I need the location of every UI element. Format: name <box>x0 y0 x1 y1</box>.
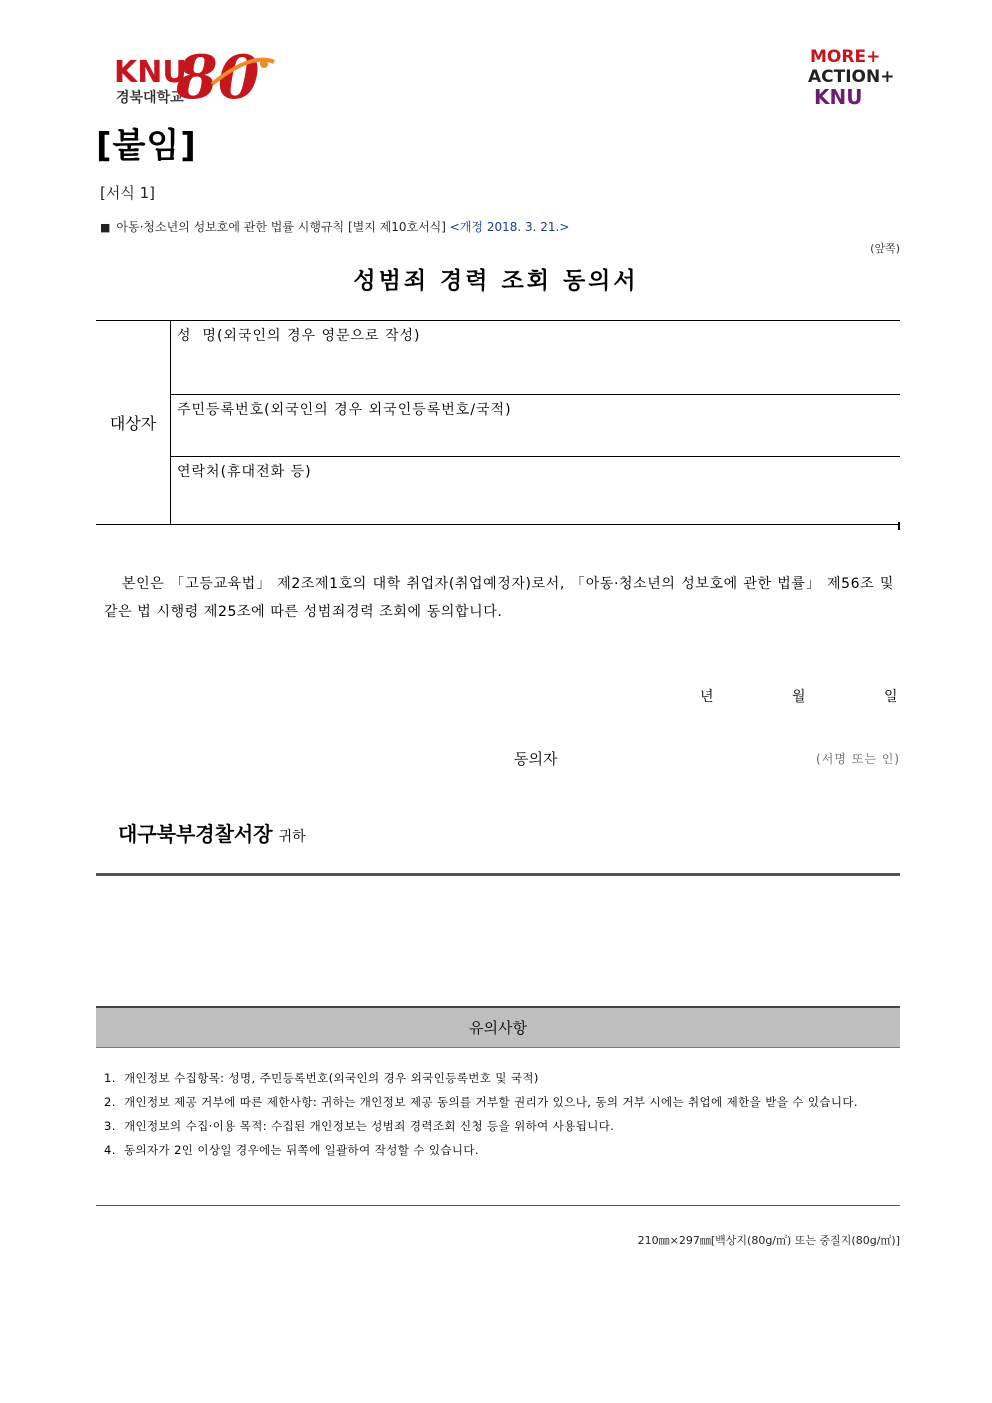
knu-80th-anniversary-logo-icon <box>112 44 280 114</box>
contact-field-label: 연락처(휴대전화 등) <box>177 464 312 480</box>
note-text: 개인정보의 수집·이용 목적: 수집된 개인정보는 성범죄 경력조회 신청 등을 위하여 사용됩니다. <box>124 1119 615 1133</box>
front-page-label: (앞쪽) <box>870 242 900 255</box>
law-reference <box>100 218 569 235</box>
note-text: 개인정보 수집항목: 성명, 주민등록번호(외국인의 경우 외국인등록번호 및 국적) <box>124 1071 539 1085</box>
paper-specification: 210㎜×297㎜[백상지(80g/㎡) 또는 중질지(80g/㎡)] <box>637 1234 900 1247</box>
attachment-title: [붙임] <box>96 126 197 166</box>
knu-text: KNU <box>814 85 863 109</box>
subject-table <box>96 320 900 525</box>
note-item <box>104 1090 898 1114</box>
more-text: MORE+ <box>810 47 881 67</box>
consent-statement: 본인은 「고등교육법」 제2조제1호의 대학 취업자(취업예정자)로서, 「아동·청소년의 성보호에 관한 법률」 제56조 및 같은 법 시행령 제25조에 따른 성범죄경력 조회에 동의합니다. <box>104 576 894 620</box>
more-action-knu-logo <box>806 44 902 110</box>
knu-wordmark: KNU <box>114 55 187 90</box>
table-corner-mark <box>898 522 900 530</box>
date-day-field[interactable]: 일 <box>884 689 898 705</box>
contact-field[interactable] <box>171 457 900 524</box>
anniversary-80: 80 <box>176 44 260 113</box>
name-field-label: 성 명(외국인의 경우 영문으로 작성) <box>177 328 421 344</box>
revision-date: <개정 2018. 3. 21.> <box>449 220 570 234</box>
recipient-honorific: 귀하 <box>278 829 306 845</box>
law-reference-text: 아동·청소년의 성보호에 관한 법률 시행규칙 [별지 제10호서식] <box>116 220 446 234</box>
note-number: 1. <box>104 1071 116 1085</box>
name-field[interactable] <box>171 321 900 395</box>
knu-80th-logo <box>112 44 280 114</box>
more-action-knu-logo-icon <box>806 44 902 110</box>
note-item <box>104 1114 898 1138</box>
knu-korean-name: 경북대학교 <box>116 90 184 106</box>
consenter-label: 동의자 <box>514 750 558 768</box>
note-text: 개인정보 제공 거부에 따른 제한사항: 귀하는 개인정보 제공 동의를 거부할 권리가 있으나, 동의 거부 시에는 취업에 제한을 받을 수 있습니다. <box>124 1095 858 1109</box>
note-number: 2. <box>104 1095 116 1109</box>
note-text: 동의자가 2인 이상일 경우에는 뒤쪽에 일괄하여 작성할 수 있습니다. <box>124 1143 479 1157</box>
notes-header: 유의사항 <box>96 1006 900 1048</box>
section-divider <box>96 873 900 876</box>
subject-header: 대상자 <box>96 321 171 524</box>
registration-number-label: 주민등록번호(외국인의 경우 외국인등록번호/국적) <box>177 402 512 418</box>
date-month-field[interactable]: 월 <box>792 689 806 705</box>
square-bullet-icon: ■ <box>100 221 111 234</box>
note-item <box>104 1066 898 1090</box>
date-year-field[interactable]: 년 <box>700 689 714 705</box>
recipient-organization: 대구북부경찰서장 <box>118 822 273 846</box>
signature-field[interactable]: (서명 또는 인) <box>816 752 900 766</box>
registration-number-field[interactable] <box>171 395 900 457</box>
action-text: ACTION+ <box>808 67 895 87</box>
note-number: 4. <box>104 1143 116 1157</box>
form-number: [서식 1] <box>100 184 155 202</box>
note-number: 3. <box>104 1119 116 1133</box>
recipient <box>118 818 306 847</box>
notes-divider <box>96 1205 900 1206</box>
note-item <box>104 1138 898 1162</box>
notes-list <box>104 1066 898 1162</box>
document-title: 성범죄 경력 조회 동의서 <box>353 268 639 294</box>
